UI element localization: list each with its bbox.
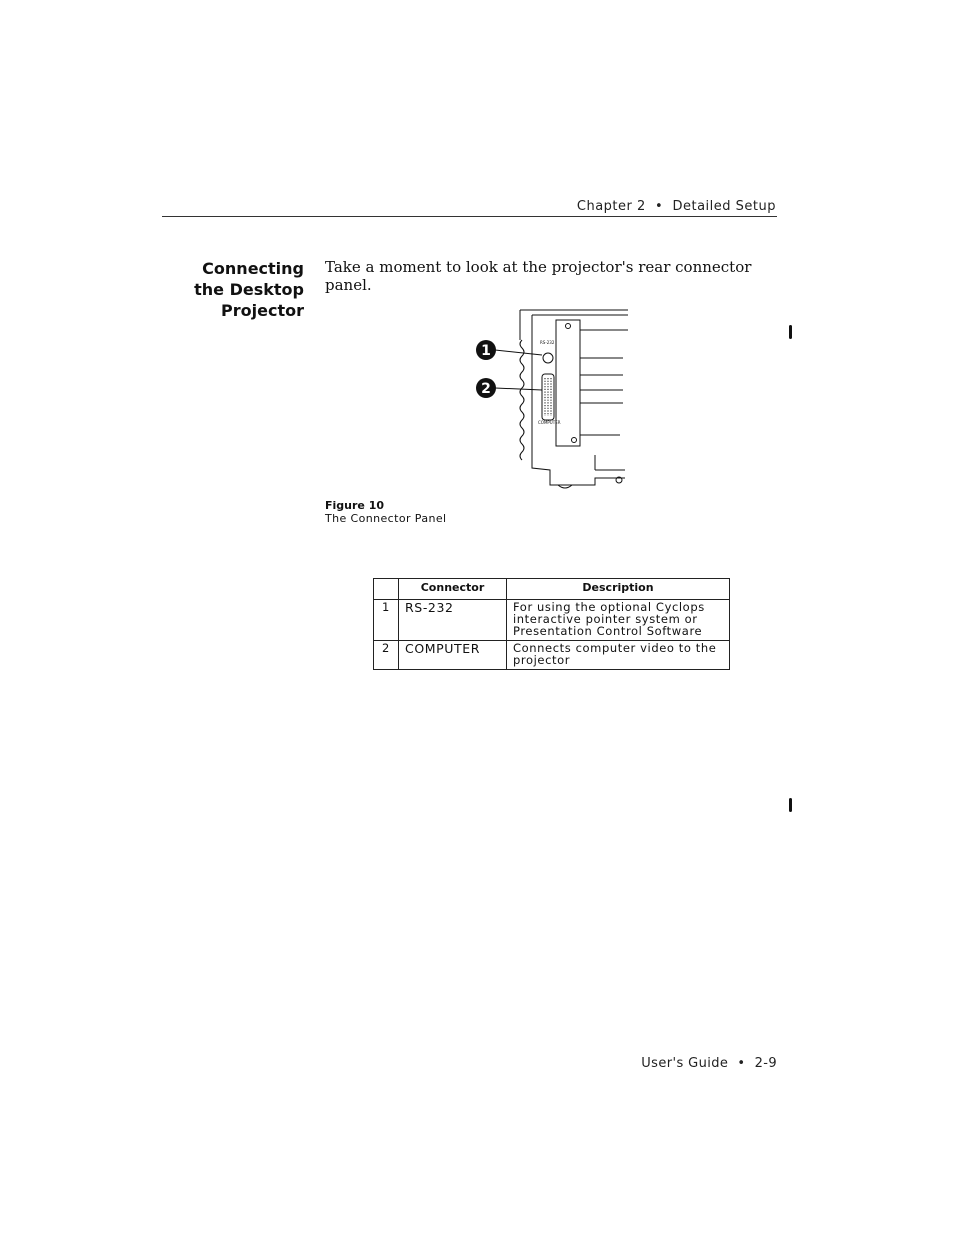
figure-label: Figure 10 [325, 499, 385, 512]
connector-description: For using the optional Cyclops interactive pointer system or Presentation Control Software [507, 600, 730, 641]
connector-name: RS-232 [399, 600, 507, 641]
figure-title: The Connector Panel [325, 512, 447, 525]
running-header [520, 199, 776, 214]
footer-guide: User's Guide [641, 1056, 729, 1071]
row-number: 1 [374, 600, 399, 641]
section-heading [150, 258, 304, 321]
callout-2 [476, 378, 496, 398]
header-connector: Connector [399, 579, 507, 600]
header-rule [162, 216, 777, 217]
section-heading-line-3: Projector [221, 301, 304, 320]
footer-page-number: 2-9 [754, 1056, 777, 1071]
header-description: Description [507, 579, 730, 600]
callout-2-number: 2 [481, 381, 491, 397]
header-chapter: Chapter 2 [576, 199, 646, 214]
table-header-row [374, 579, 730, 600]
callout-1-number: 1 [481, 343, 491, 359]
figure-caption [325, 499, 446, 525]
connector-panel-figure [470, 300, 640, 500]
header-number [374, 579, 399, 600]
table-row [374, 600, 730, 641]
header-separator: • [655, 199, 664, 214]
rs232-port-label: RS-232 [540, 340, 555, 345]
table-row [374, 641, 730, 670]
callout-1 [476, 340, 496, 360]
connector-table [373, 578, 730, 670]
intro-paragraph: Take a moment to look at the projector's rear connector panel. [325, 258, 752, 294]
row-number: 2 [374, 641, 399, 670]
running-footer [560, 1056, 777, 1071]
margin-mark [789, 798, 792, 812]
header-section: Detailed Setup [672, 199, 776, 214]
connector-description: Connects computer video to the projector [507, 641, 730, 670]
computer-port-label: COMPUTER [538, 420, 561, 425]
section-heading-line-1: Connecting [202, 259, 304, 278]
margin-mark [789, 325, 792, 339]
connector-panel-drawing [470, 300, 640, 500]
section-heading-line-2: the Desktop [194, 280, 304, 299]
connector-name: COMPUTER [399, 641, 507, 670]
footer-separator: • [737, 1056, 746, 1071]
